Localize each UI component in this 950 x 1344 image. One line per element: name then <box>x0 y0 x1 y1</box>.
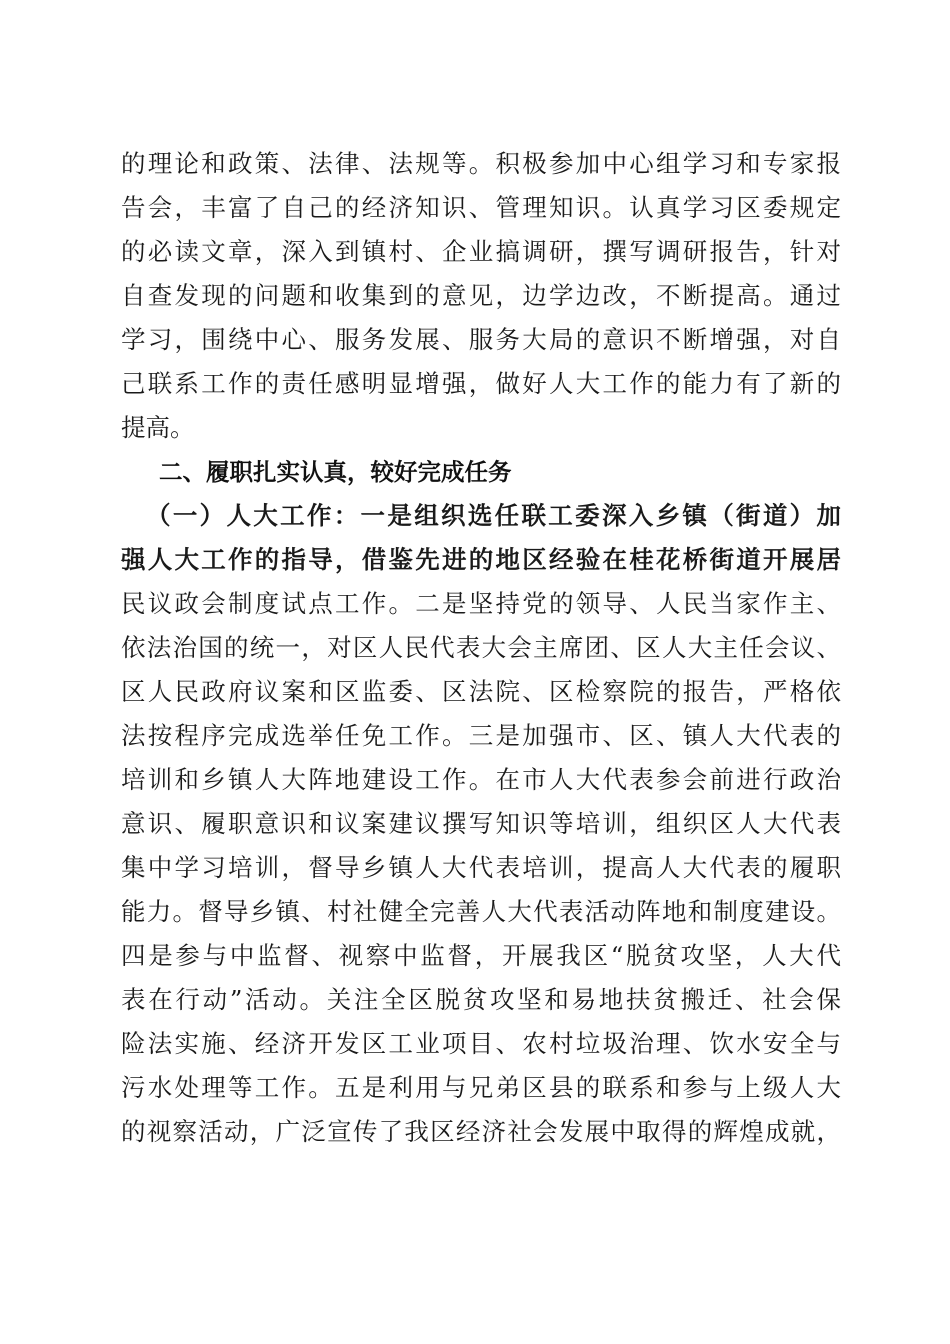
text-line: 民议政会制度试点工作。二是坚持党的领导、人民当家作主、 <box>121 589 841 618</box>
text-line: 能力。督导乡镇、村社健全完善人大代表活动阵地和制度建设。 <box>121 897 841 926</box>
section-heading: 二、履职扎实认真，较好完成任务 <box>159 458 512 486</box>
text-line: 的必读文章，深入到镇村、企业搞调研，撰写调研报告，针对 <box>121 237 841 266</box>
text-line: 意识、履职意识和议案建议撰写知识等培训，组织区人大代表 <box>121 809 841 838</box>
text-line: 的视察活动，广泛宣传了我区经济社会发展中取得的辉煌成就， <box>121 1117 841 1146</box>
text-line: 自查发现的问题和收集到的意见，边学边改，不断提高。通过 <box>121 281 841 310</box>
text-line: 学习，围绕中心、服务发展、服务大局的意识不断增强，对自 <box>121 325 841 354</box>
text-line: 己联系工作的责任感明显增强，做好人大工作的能力有了新的 <box>121 369 841 398</box>
text-line: 法按程序完成选举任免工作。三是加强市、区、镇人大代表的 <box>121 721 841 750</box>
text-line: 集中学习培训，督导乡镇人大代表培训，提高人大代表的履职 <box>121 853 841 882</box>
text-line: 提高。 <box>121 413 195 442</box>
text-line: 依法治国的统一，对区人民代表大会主席团、区人大主任会议、 <box>121 633 841 662</box>
text-line: 培训和乡镇人大阵地建设工作。在市人大代表参会前进行政治 <box>121 765 841 794</box>
text-line: 险法实施、经济开发区工业项目、农村垃圾治理、饮水安全与 <box>121 1029 841 1058</box>
text-line: 区人民政府议案和区监委、区法院、区检察院的报告，严格依 <box>121 677 841 706</box>
text-line: 污水处理等工作。五是利用与兄弟区县的联系和参与上级人大 <box>121 1073 841 1102</box>
text-line: 强人大工作的指导，借鉴先进的地区经验在桂花桥街道开展居 <box>121 545 841 574</box>
text-line: 四是参与中监督、视察中监督，开展我区“脱贫攻坚，人大代 <box>121 941 841 970</box>
text-line: 的理论和政策、法律、法规等。积极参加中心组学习和专家报 <box>121 149 841 178</box>
text-line: 告会，丰富了自己的经济知识、管理知识。认真学习区委规定 <box>121 193 841 222</box>
text-line: （一）人大工作：一是组织选任联工委深入乡镇（街道）加 <box>146 501 841 530</box>
text-line: 表在行动”活动。关注全区脱贫攻坚和易地扶贫搬迁、社会保 <box>121 985 841 1014</box>
